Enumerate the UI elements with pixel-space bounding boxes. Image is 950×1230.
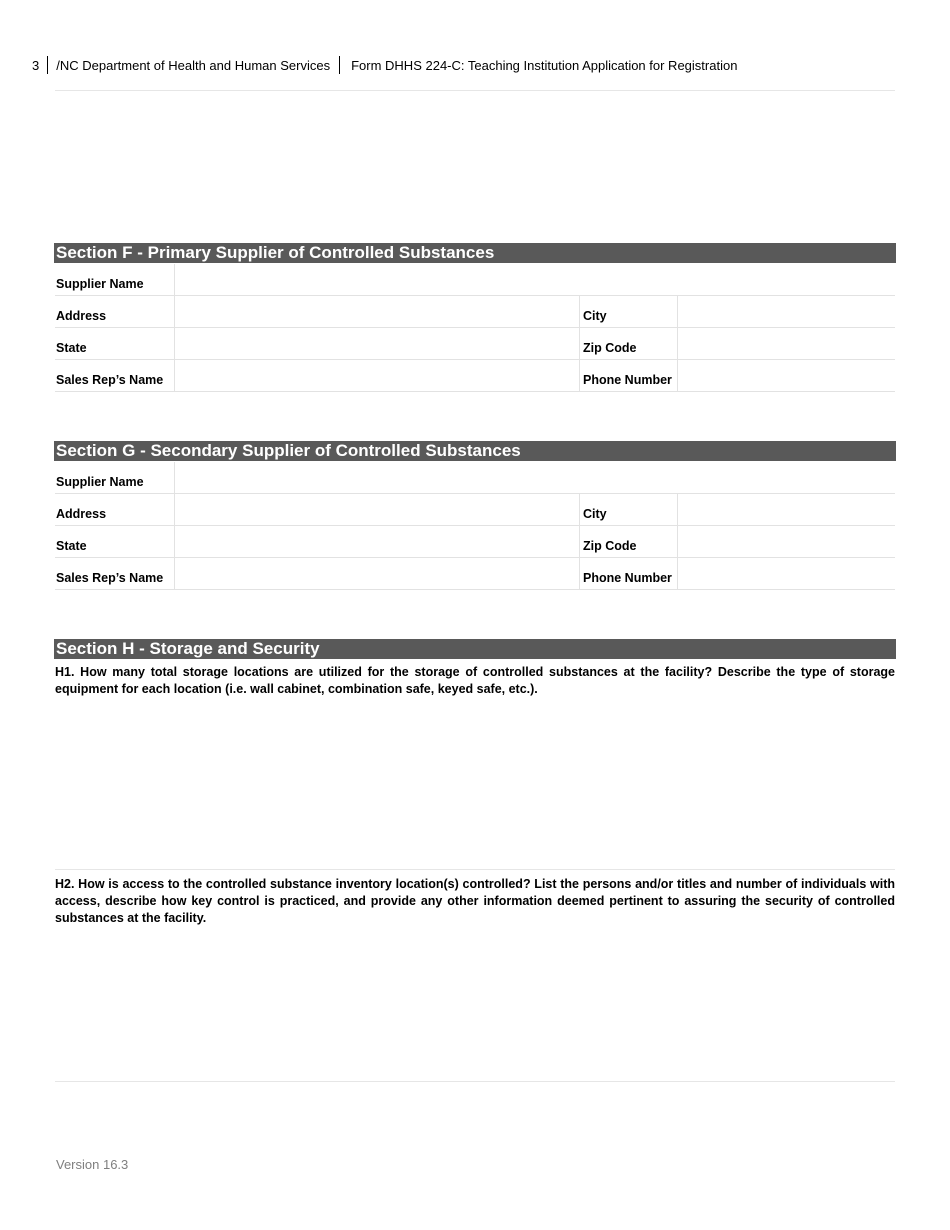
section-f-phone-number-field[interactable]: [678, 360, 895, 391]
phone-number-label: Phone Number: [583, 571, 672, 585]
section-f-zip-code-field[interactable]: [678, 328, 895, 359]
state-label: State: [56, 341, 87, 355]
section-f-state-row: [55, 328, 895, 360]
phone-number-label: Phone Number: [583, 373, 672, 387]
section-f-supplier-name-field[interactable]: [175, 264, 895, 295]
section-g-state-row: [55, 526, 895, 558]
section-f-address-field[interactable]: [175, 296, 579, 327]
answer-h1-field[interactable]: [55, 700, 895, 868]
header-rule: [55, 90, 895, 91]
question-h2: H2. How is access to the controlled substance inventory location(s) controlled? List the persons and/or titles and number of individuals with access, describe how key control is practiced, and provide any other information deemed pertinent to assuring the security of controlled substances at the facility.: [55, 877, 895, 925]
page-number: 3: [32, 57, 40, 73]
section-g-address-field[interactable]: [175, 494, 579, 525]
section-g-phone-number-field[interactable]: [678, 558, 895, 589]
form-title: Form DHHS 224-C: Teaching Institution Application for Registration: [351, 57, 738, 73]
sales-rep-label: Sales Rep’s Name: [56, 373, 164, 387]
section-g-title: Section G - Secondary Supplier of Controlled Substances: [54, 441, 896, 461]
version-label: Version 16.3: [56, 1157, 129, 1172]
answer-h1-rule: [55, 869, 895, 870]
section-f-address-row: [55, 296, 895, 328]
section-g-sales-rep-row: [55, 558, 895, 590]
zip-code-label: Zip Code: [583, 341, 637, 355]
city-label: City: [583, 507, 607, 521]
section-f-supplier-name-row: [55, 264, 895, 296]
question-h1: H1. How many total storage locations are utilized for the storage of controlled substances at the facility? Describe the type of storage equipment for each location (i.e. wall cabinet, combination safe, keyed safe, etc.).: [55, 665, 895, 696]
section-g-sales-rep-field[interactable]: [175, 558, 579, 589]
section-g-address-row: [55, 494, 895, 526]
page-header: [32, 56, 737, 74]
department-name: /NC Department of Health and Human Services: [56, 57, 331, 73]
sales-rep-label: Sales Rep’s Name: [56, 571, 164, 585]
section-f-title: Section F - Primary Supplier of Controlled Substances: [54, 243, 896, 263]
section-h-title: Section H - Storage and Security: [54, 639, 896, 659]
section-f-sales-rep-row: [55, 360, 895, 392]
section-f-city-field[interactable]: [678, 296, 895, 327]
city-label: City: [583, 309, 607, 323]
section-g-supplier-name-field[interactable]: [175, 462, 895, 493]
section-g-zip-code-field[interactable]: [678, 526, 895, 557]
section-g-supplier-name-row: [55, 462, 895, 494]
section-f-state-field[interactable]: [175, 328, 579, 359]
section-g-state-field[interactable]: [175, 526, 579, 557]
supplier-name-label: Supplier Name: [56, 277, 144, 291]
supplier-name-label: Supplier Name: [56, 475, 144, 489]
answer-h2-field[interactable]: [55, 930, 895, 1080]
zip-code-label: Zip Code: [583, 539, 637, 553]
state-label: State: [56, 539, 87, 553]
answer-h2-rule: [55, 1081, 895, 1082]
section-g-city-field[interactable]: [678, 494, 895, 525]
address-label: Address: [56, 507, 107, 521]
address-label: Address: [56, 309, 107, 323]
section-f-sales-rep-field[interactable]: [175, 360, 579, 391]
